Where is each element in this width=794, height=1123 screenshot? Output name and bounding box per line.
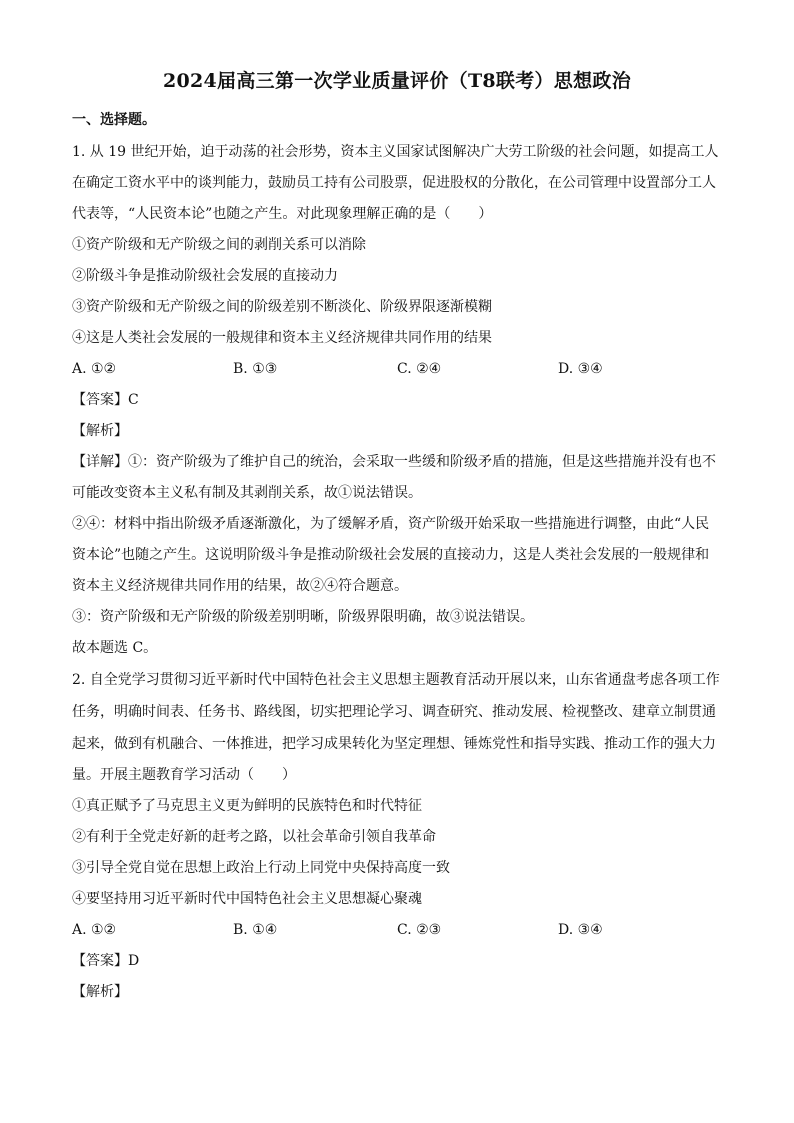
q2-option-d: D. ③④ (558, 922, 603, 938)
q1-stem-line: 在确定工资水平中的谈判能力，鼓励员工持有公司股票，促进股权的分散化，在公司管理中设置部分工人 (72, 175, 716, 191)
q2-option-c: C. ②③ (397, 922, 442, 938)
q2-analysis-label: 【解析】 (72, 984, 128, 1000)
q2-stem-line: 起来，做到有机融合、一体推进，把学习成果转化为坚定理想、锤炼党性和指导实践、推动工作的强大力 (72, 736, 716, 752)
q1-option-a: A. ①② (72, 361, 117, 377)
q1-detail-line: ②④：材料中指出阶级矛盾逐渐激化，为了缓解矛盾，资产阶级开始采取一些措施进行调整，由此“人民 (72, 516, 710, 532)
q1-answer: 【答案】C (72, 392, 139, 408)
q1-detail-line: 故本题选 C。 (72, 640, 158, 656)
q1-statement: ②阶级斗争是推动阶级社会发展的直接动力 (72, 268, 338, 284)
q1-detail-line: 资本论”也随之产生。这说明阶级斗争是推动阶级社会发展的直接动力，这是人类社会发展的一般规律和 (72, 547, 710, 563)
q1-stem-line: 代表等，“人民资本论”也随之产生。对此现象理解正确的是（ ） (72, 206, 493, 222)
q1-analysis-label: 【解析】 (72, 423, 128, 439)
page-title: 2024届高三第一次学业质量评价（T8联考）思想政治 (162, 70, 632, 92)
q2-statement: ②有利于全党走好新的赶考之路，以社会革命引领自我革命 (72, 829, 436, 845)
q2-stem-line: 任务，明确时间表、任务书、路线图，切实把理论学习、调查研究、推动发展、检视整改、建章立制贯通 (72, 704, 716, 720)
q1-option-b: B. ①③ (233, 361, 278, 377)
q1-statement: ④这是人类社会发展的一般规律和资本主义经济规律共同作用的结果 (72, 330, 492, 346)
q2-statement: ①真正赋予了马克思主义更为鲜明的民族特色和时代特征 (72, 798, 422, 814)
q2-stem-line: 2. 自全党学习贯彻习近平新时代中国特色社会主义思想主题教育活动开展以来，山东省通盘考虑各项工作 (72, 672, 720, 688)
q1-detail-line: 可能改变资本主义私有制及其剥削关系，故①说法错误。 (72, 485, 422, 501)
q2-statement: ③引导全党自觉在思想上政治上行动上同党中央保持高度一致 (72, 860, 450, 876)
q2-answer: 【答案】D (72, 953, 140, 969)
section-heading: 一、选择题。 (72, 112, 156, 128)
q1-detail-line: ③：资产阶级和无产阶级的阶级差别明晰，阶级界限明确，故③说法错误。 (72, 609, 534, 625)
q1-detail-line: 资本主义经济规律共同作用的结果，故②④符合题意。 (72, 578, 408, 594)
q2-option-b: B. ①④ (233, 922, 278, 938)
q1-detail-line: 【详解】①：资产阶级为了维护自己的统治，会采取一些缓和阶级矛盾的措施，但是这些措施并没有也不 (72, 454, 716, 470)
q2-statement: ④要坚持用习近平新时代中国特色社会主义思想凝心聚魂 (72, 891, 422, 907)
q1-stem-line: 1. 从 19 世纪开始，迫于动荡的社会形势，资本主义国家试图解决广大劳工阶级的社会问题，如提高工人 (72, 144, 719, 160)
q1-statement: ③资产阶级和无产阶级之间的阶级差别不断淡化、阶级界限逐渐模糊 (72, 299, 492, 315)
q2-option-a: A. ①② (72, 922, 117, 938)
q2-stem-line: 量。开展主题教育学习活动（ ） (72, 767, 296, 783)
q1-statement: ①资产阶级和无产阶级之间的剥削关系可以消除 (72, 237, 366, 253)
q1-option-c: C. ②④ (397, 361, 442, 377)
q1-option-d: D. ③④ (558, 361, 603, 377)
